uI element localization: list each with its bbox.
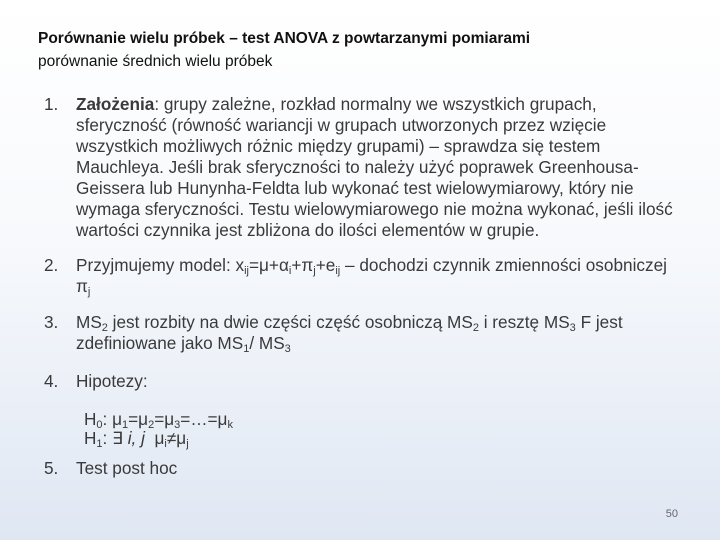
item-text: Test post hoc xyxy=(76,458,178,478)
list-item xyxy=(44,94,684,241)
item-number: 5. xyxy=(44,458,59,478)
list-item: 2. Przyjmujemy model: $x_{ij}=\mu+\alpha_i+\pi_j+e_{ij}$ – dochodzi czynnik zmienności osobniczej $\pi_j$ xyxy=(44,255,667,298)
hypothesis-h0: $H_0$: $\mu_1=\mu_2=\mu_3=\dots=\mu_k$ xyxy=(84,409,233,431)
list-item xyxy=(44,371,684,392)
item-number: 3. xyxy=(44,312,59,332)
item-number: 4. xyxy=(44,371,59,391)
item-text: Hipotezy: xyxy=(76,371,148,391)
list-item: 3. $MS_2$ jest rozbity na dwie części część osobniczą $MS_2$ i resztę $MS_3$ F jest zdefiniowane jako $MS_1/$ $MS_3$ xyxy=(44,312,623,355)
hypothesis-h1: $H_1$: ∃ i, j $\mu_i\ne\mu_j$ xyxy=(84,428,189,450)
slide-subtitle: porównanie średnich wielu próbek xyxy=(38,53,273,70)
item-bold-label: Założenia xyxy=(76,94,155,114)
hypotheses-block xyxy=(44,410,684,448)
slide-title: Porównanie wielu próbek – test ANOVA z powtarzanymi pomiarami xyxy=(38,30,531,47)
list-item xyxy=(44,458,684,479)
item-number: 2. xyxy=(44,255,59,275)
numbered-list xyxy=(44,94,684,479)
item-text: : grupy zależne, rozkład normalny we wszystkich grupach, sferyczność (równość wariancji w grupach utworzonych przez wzięcie wszystkich możliwych różnic między grupami) – sprawdza się testem Mauchleya. Jeśli brak sferyczności to należy użyć poprawek Greenhousa-Geissera lub Hunynha-Feldta lub wykonać test wielowymiarowy, który nie wymaga sferyczności. Testu wielowymiarowego nie można wykonać, jeśli ilość wartości czynnika jest zbliżona do ilości elementów w grupie. xyxy=(76,94,673,240)
page-number: 50 xyxy=(665,508,678,520)
item-number: 1. xyxy=(44,94,59,114)
